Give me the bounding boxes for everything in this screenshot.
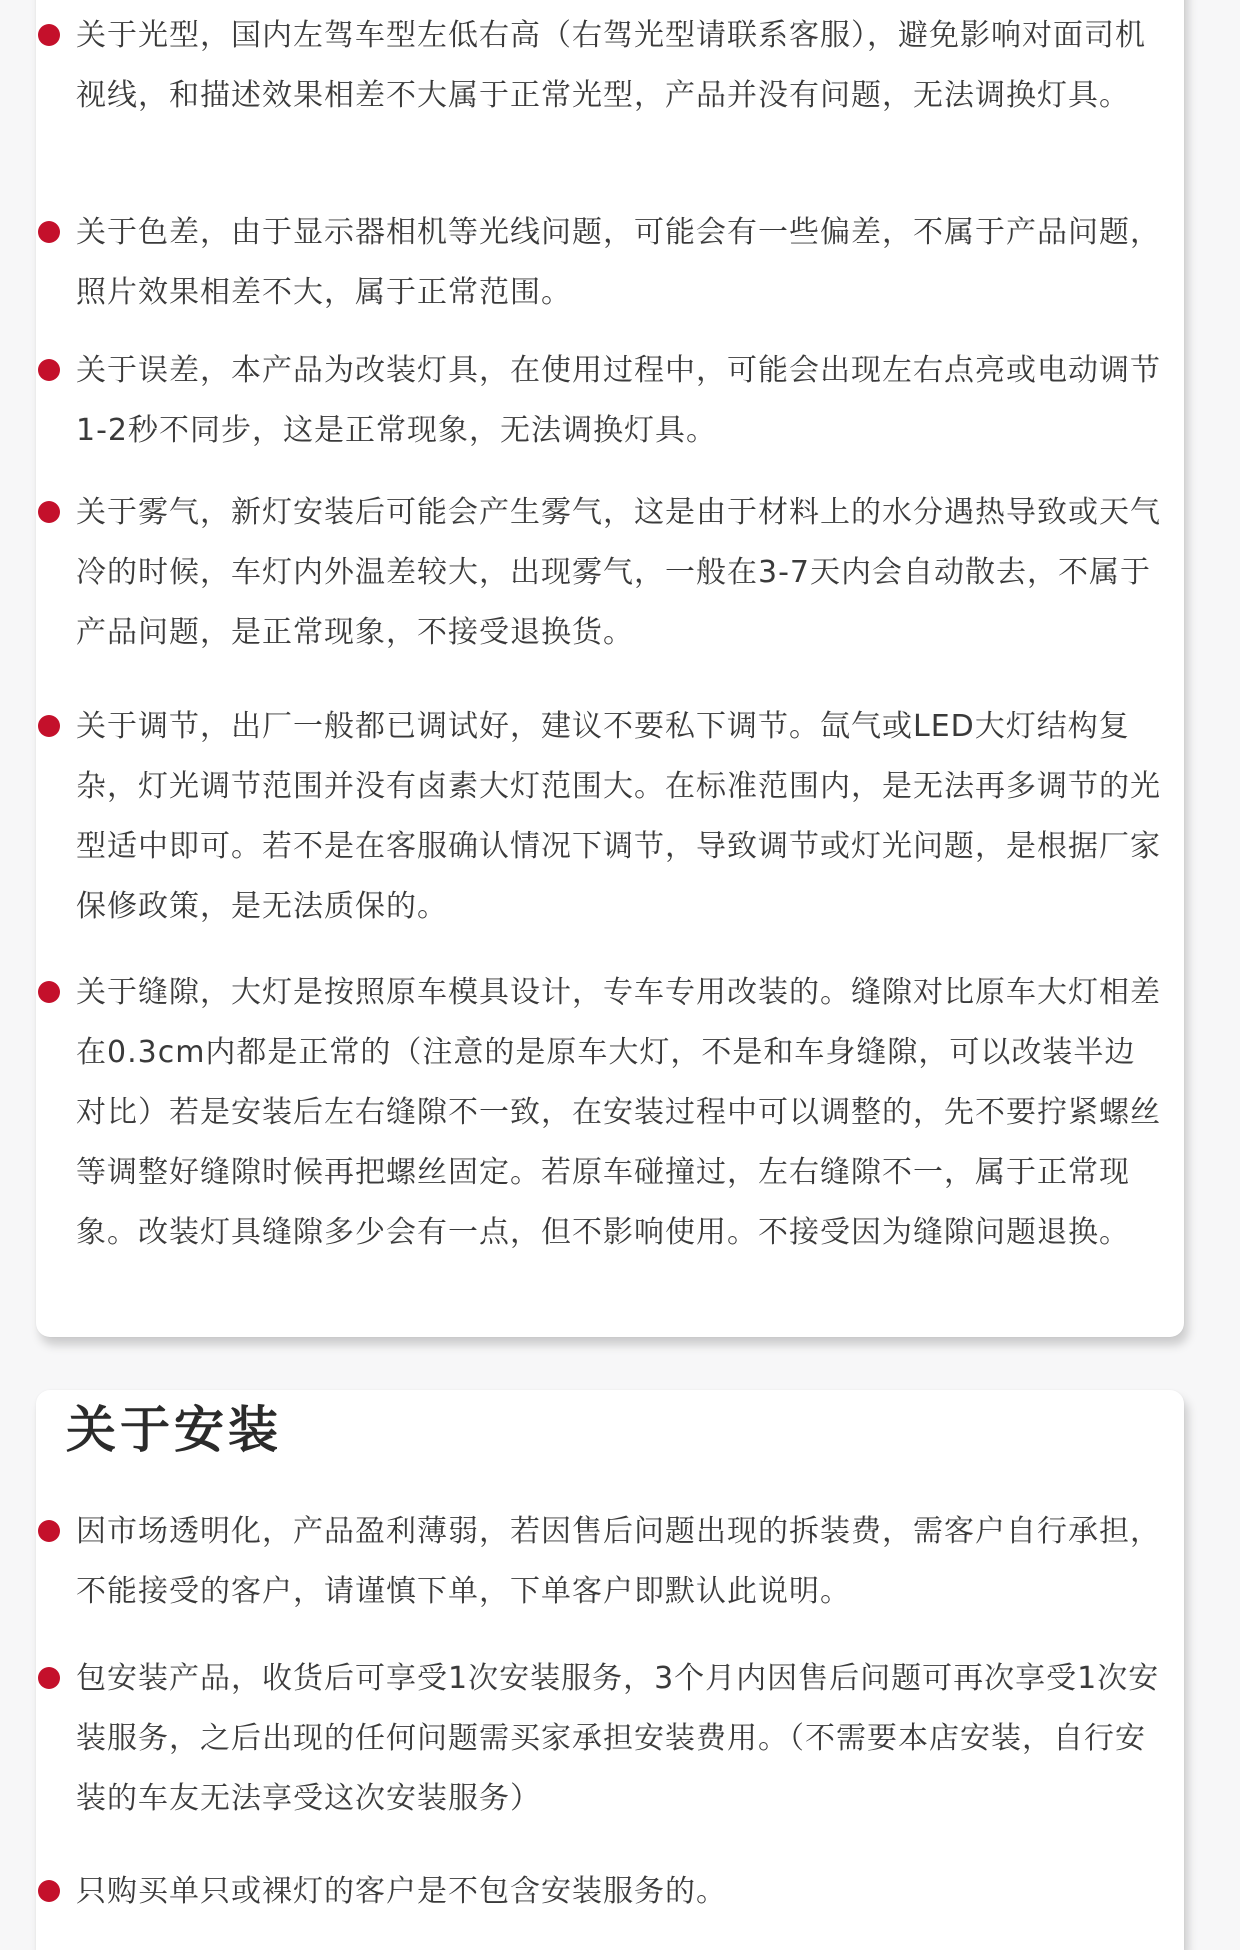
item-text: 关于缝隙，大灯是按照原车模具设计，专车专用改装的。缝隙对比原车大灯相差在0.3cm内都是正常的（注意的是原车大灯，不是和车身缝隙，可以改装半边对比）若是安装后左右缝隙不一致，在安装过程中可以调整的，先不要拧紧螺丝等调整好缝隙时候再把螺丝固定。若原车碰撞过，左右缝隙不一，属于正常现象。改装灯具缝隙多少会有一点，但不影响使用。不接受因为缝隙问题退换。 bbox=[76, 975, 1161, 1250]
bullet-icon bbox=[38, 501, 60, 523]
bullet-icon bbox=[38, 359, 60, 381]
item-text: 关于调节，出厂一般都已调试好，建议不要私下调节。氙气或LED大灯结构复杂，灯光调节范围并没有卤素大灯范围大。在标准范围内，是无法再多调节的光型适中即可。若不是在客服确认情况下调节，导致调节或灯光问题，是根据厂家保修政策，是无法质保的。 bbox=[76, 709, 1161, 924]
bullet-icon bbox=[38, 1667, 60, 1689]
section-heading: 关于安装 bbox=[66, 1401, 282, 1459]
item-text: 关于雾气，新灯安装后可能会产生雾气，这是由于材料上的水分遇热导致或天气冷的时候，车灯内外温差较大，出现雾气，一般在3-7天内会自动散去，不属于产品问题，是正常现象，不接受退换货。 bbox=[76, 495, 1161, 650]
bullet-icon bbox=[38, 221, 60, 243]
item-text: 包安装产品，收货后可享受1次安装服务，3个月内因售后问题可再次享受1次安装服务，之后出现的任何问题需买家承担安装费用。（不需要本店安装，自行安装的车友无法享受这次安装服务） bbox=[76, 1661, 1160, 1816]
item-text: 关于误差，本产品为改装灯具，在使用过程中，可能会出现左右点亮或电动调节1-2秒不同步，这是正常现象，无法调换灯具。 bbox=[76, 353, 1161, 448]
bullet-icon bbox=[38, 981, 60, 1003]
item-text: 只购买单只或裸灯的客户是不包含安装服务的。 bbox=[76, 1874, 727, 1909]
bullet-icon bbox=[38, 24, 60, 46]
bullet-icon bbox=[38, 715, 60, 737]
item-text: 因市场透明化，产品盈利薄弱，若因售后问题出现的拆装费，需客户自行承担，不能接受的客户，请谨慎下单，下单客户即默认此说明。 bbox=[76, 1514, 1161, 1609]
bullet-icon bbox=[38, 1880, 60, 1902]
bullet-icon bbox=[38, 1520, 60, 1542]
item-text: 关于色差，由于显示器相机等光线问题，可能会有一些偏差，不属于产品问题，照片效果相差不大，属于正常范围。 bbox=[76, 215, 1161, 310]
item-text: 关于光型，国内左驾车型左低右高（右驾光型请联系客服），避免影响对面司机视线，和描述效果相差不大属于正常光型，产品并没有问题，无法调换灯具。 bbox=[76, 18, 1146, 113]
